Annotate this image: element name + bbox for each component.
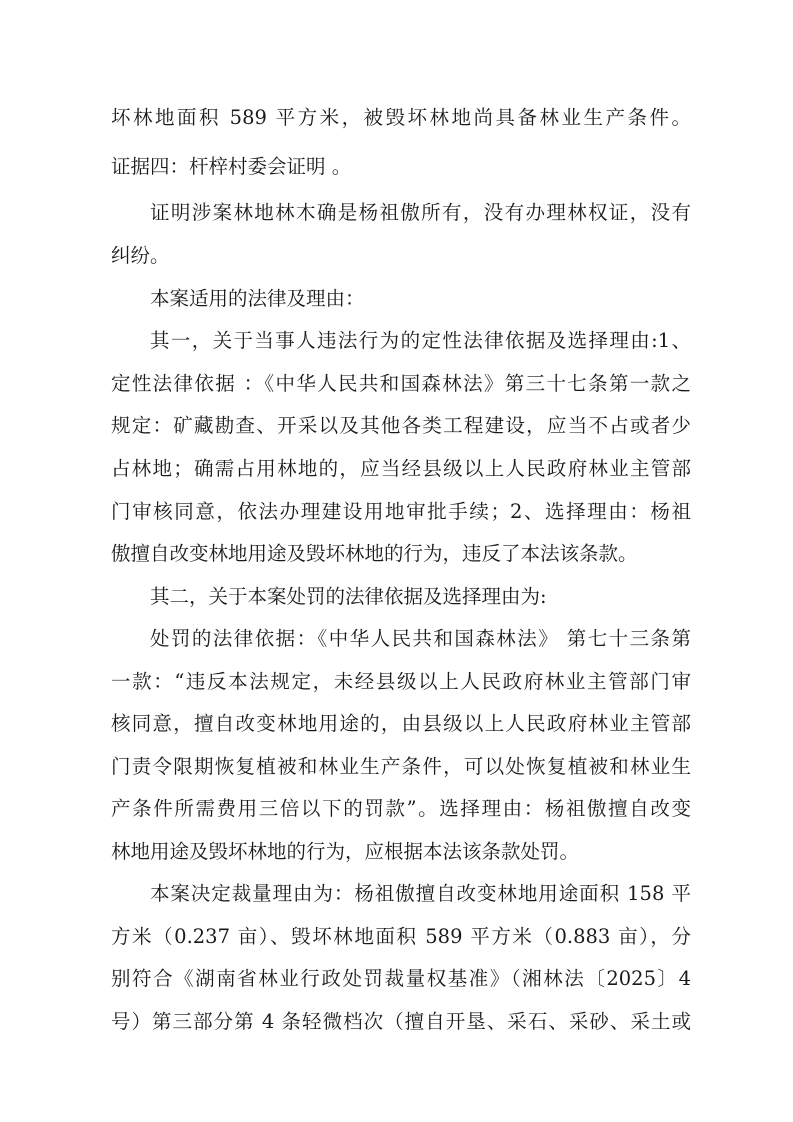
text-line: 核同意，擅自改变林地用途的，由县级以上人民政府林业主管部 (111, 712, 691, 735)
text-line: 坏林地面积 589 平方米，被毁坏林地尚具备林业生产条件。 (111, 106, 691, 129)
text-line: 证据四：杆梓村委会证明 。 (111, 155, 352, 178)
text-line: 本案适用的法律及理由： (150, 287, 365, 310)
text-line: 其一，关于当事人违法行为的定性法律依据及选择理由:1、 (150, 329, 691, 352)
text-line: 纠纷。 (111, 244, 170, 267)
text-line: 别符合《湖南省林业行政处罚裁量权基准》（湘林法〔2025〕4 (111, 967, 691, 990)
text-line: 证明涉案林地林木确是杨祖傲所有，没有办理林权证，没有 (150, 201, 691, 224)
text-line: 产条件所需费用三倍以下的罚款”。选择理由：杨祖傲擅自改变 (111, 797, 691, 820)
text-line: 号）第三部分第 4 条轻微档次（擅自开垦、采石、采砂、采土或 (111, 1010, 691, 1033)
text-line: 本案决定裁量理由为：杨祖傲擅自改变林地用途面积 158 平 (150, 882, 691, 905)
text-line: 规定：矿藏勘查、开采以及其他各类工程建设，应当不占或者少 (111, 414, 691, 437)
text-line: 定性法律依据 ：《中华人民共和国森林法》第三十七条第一款之 (111, 372, 691, 395)
text-line: 一款：“违反本法规定，未经县级以上人民政府林业主管部门审 (111, 670, 691, 693)
text-line: 方米（0.237 亩）、毁坏林地面积 589 平方米（0.883 亩），分 (111, 925, 691, 948)
text-line: 处罚的法律依据：《中华人民共和国森林法》 第七十三条第 (150, 627, 691, 650)
text-line: 门责令限期恢复植被和林业生产条件，可以处恢复植被和林业生 (111, 755, 691, 778)
text-line: 林地用途及毁坏林地的行为，应根据本法该条款处罚。 (111, 840, 580, 863)
text-line: 占林地；确需占用林地的，应当经县级以上人民政府林业主管部 (111, 457, 691, 480)
text-line: 傲擅自改变林地用途及毁坏林地的行为，违反了本法该条款。 (111, 542, 638, 565)
text-line: 门审核同意，依法办理建设用地审批手续；2、选择理由：杨祖 (111, 500, 691, 523)
text-line: 其二，关于本案处罚的法律依据及选择理由为: (150, 585, 547, 608)
